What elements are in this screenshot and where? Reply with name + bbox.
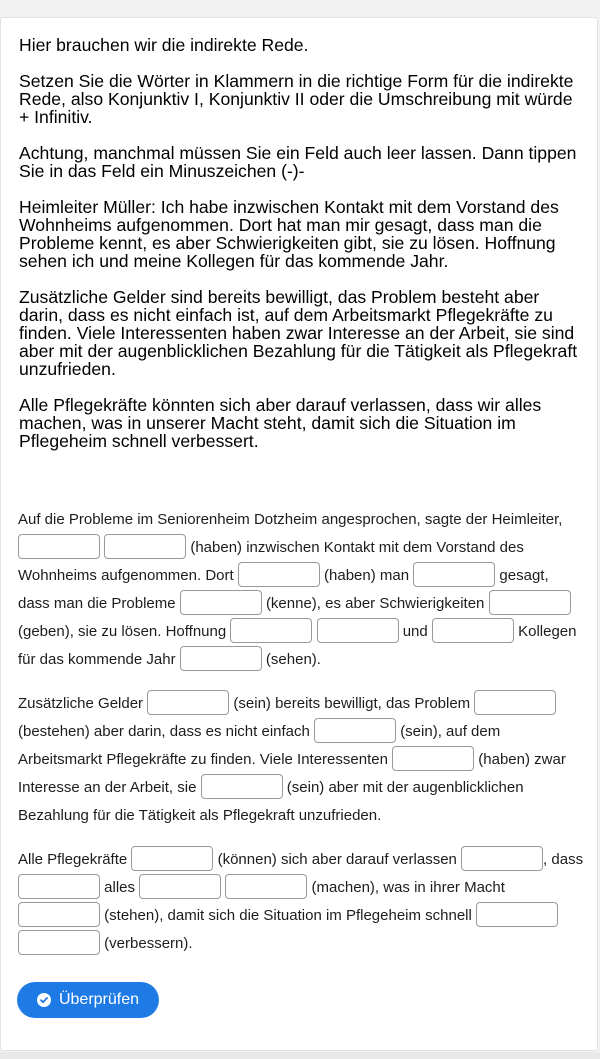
answer-field-5[interactable] <box>180 590 262 615</box>
exercise-text: Auf die Probleme im Seniorenheim Dotzheim angesprochen, sagte der Heimleiter, <box>18 511 563 528</box>
exercise-text: (bestehen) aber darin, dass es nicht einfach <box>18 723 310 740</box>
check-button-label: Überprüfen <box>58 991 140 1008</box>
answer-field-7[interactable] <box>230 618 312 643</box>
exercise-paragraph-1 <box>18 506 584 674</box>
exercise-paragraph-3 <box>18 846 584 958</box>
answer-field-1[interactable] <box>18 534 100 559</box>
exercise-text: (können) sich aber darauf verlassen <box>217 851 457 868</box>
exercise-text: Alle Pflegekräfte <box>18 851 128 868</box>
answer-field-6[interactable] <box>489 590 571 615</box>
exercise-text: (haben) inzwischen Kontakt mit dem Vorstand des Wohnheims aufgenommen. Dort <box>18 539 524 584</box>
answer-field-9[interactable] <box>432 618 514 643</box>
source-text-para-3: Alle Pflegekräfte könnten sich aber darauf verlassen, dass wir alles machen, was in unserer Macht steht, damit sich die Situation im Pflegeheim schnell verbessert. <box>19 395 542 451</box>
instruction-task: Setzen Sie die Wörter in Klammern in die richtige Form für die indirekte Rede, also Konjunktiv I, Konjunktiv II oder die Umschreibung mit würde + Infinitiv. <box>19 71 574 127</box>
answer-field-14[interactable] <box>392 746 474 771</box>
answer-field-3[interactable] <box>238 562 320 587</box>
exercise-text: gesagt, dass man die Probleme <box>18 567 549 612</box>
exercise-text: (machen), was in ihrer Macht <box>311 879 505 896</box>
answer-field-13[interactable] <box>314 718 396 743</box>
answer-field-10[interactable] <box>180 646 262 671</box>
check-button[interactable] <box>17 982 159 1018</box>
exercise-text: , <box>543 851 548 868</box>
instructions <box>19 36 579 468</box>
exercise-text: (haben) zwar Interesse an der Arbeit, sie <box>18 751 566 796</box>
answer-field-4[interactable] <box>413 562 495 587</box>
answer-field-18[interactable] <box>18 874 100 899</box>
exercise-text: (geben), sie zu lösen. Hoffnung <box>18 623 227 640</box>
exercise-text: (sein) aber mit der augenblicklichen Bezahlung für die Tätigkeit als Pflegekraft unzufrieden. <box>18 779 524 824</box>
answer-field-2[interactable] <box>104 534 186 559</box>
exercise-text: Zusätzliche Gelder <box>18 695 144 712</box>
instruction-note: Achtung, manchmal müssen Sie ein Feld auch leer lassen. Dann tippen Sie in das Feld ein Minuszeichen (-)- <box>19 143 577 181</box>
exercise-text: (haben) man <box>324 567 410 584</box>
answer-field-22[interactable] <box>476 902 558 927</box>
exercise-text: (verbessern). <box>104 935 193 952</box>
exercise-text: und <box>402 623 428 640</box>
answer-field-12[interactable] <box>474 690 556 715</box>
answer-field-17[interactable] <box>461 846 543 871</box>
instruction-intro: Hier brauchen wir die indirekte Rede. <box>19 35 309 55</box>
exercise-text: (stehen), damit sich die Situation im Pflegeheim schnell <box>104 907 472 924</box>
answer-field-19[interactable] <box>139 874 221 899</box>
exercise-text: (sein) bereits bewilligt, das Problem <box>233 695 471 712</box>
gap-fill-exercise <box>18 506 584 974</box>
exercise-text: alles <box>104 879 136 896</box>
exercise-text: (sein), auf dem Arbeitsmarkt Pflegekräfte zu finden. Viele Interessenten <box>18 723 501 768</box>
bottom-divider <box>0 1052 600 1059</box>
source-text-para-2: Zusätzliche Gelder sind bereits bewilligt, das Problem besteht aber darin, dass es nicht einfach ist, auf dem Arbeitsmarkt Pflegekräfte zu finden. Viele Interessenten haben zwar Interesse an der Arbeit, sie sind aber mit der augenblicklichen Bezahlung für die Tätigkeit als Pflegekraft unzufrieden. <box>19 287 578 379</box>
answer-field-16[interactable] <box>131 846 213 871</box>
answer-field-8[interactable] <box>317 618 399 643</box>
answer-field-15[interactable] <box>201 774 283 799</box>
exercise-card <box>0 17 598 1051</box>
exercise-text: dass <box>551 851 584 868</box>
exercise-text: Kollegen für das kommende Jahr <box>18 623 577 668</box>
exercise-paragraph-2 <box>18 690 584 830</box>
exercise-text: (sehen). <box>265 651 321 668</box>
answer-field-23[interactable] <box>18 930 100 955</box>
check-circle-icon <box>37 993 51 1007</box>
answer-field-21[interactable] <box>18 902 100 927</box>
exercise-text: (kenne), es aber Schwierigkeiten <box>265 595 485 612</box>
answer-field-11[interactable] <box>147 690 229 715</box>
source-text-para-1: Heimleiter Müller: Ich habe inzwischen Kontakt mit dem Vorstand des Wohnheims aufgenommen. Dort hat man mir gesagt, dass man die Probleme kennt, es aber Schwierigkeiten gibt, sie zu lösen. Hoffnung sehen ich und meine Kollegen für das kommende Jahr. <box>19 197 559 271</box>
answer-field-20[interactable] <box>225 874 307 899</box>
